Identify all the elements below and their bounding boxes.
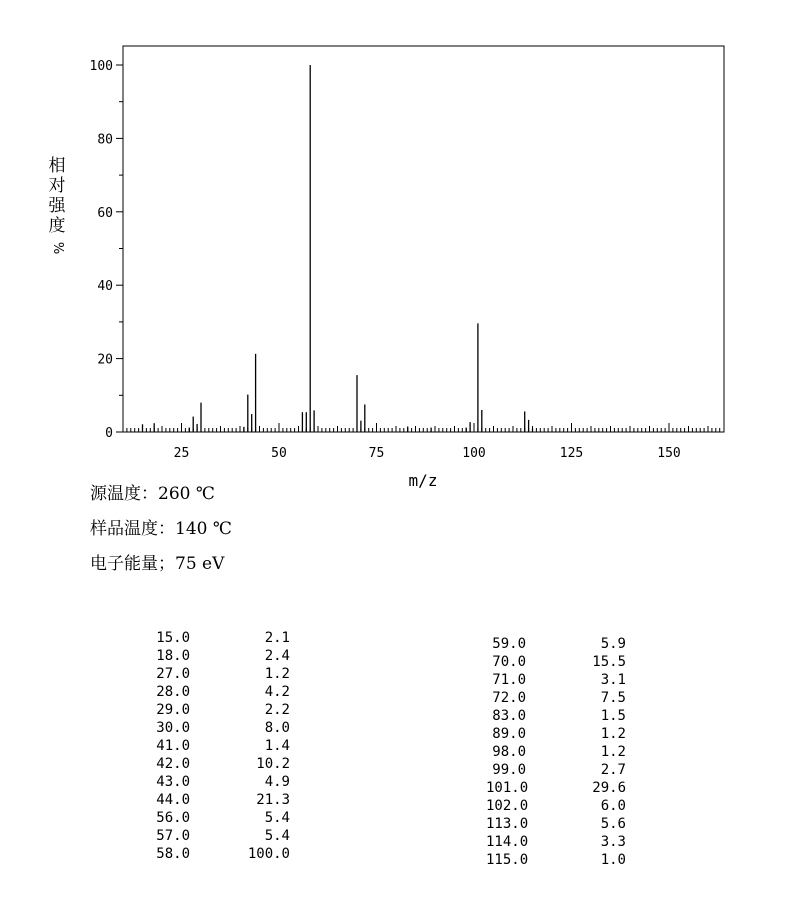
peak-intensity: 15.5 — [592, 654, 626, 670]
peak-row — [150, 629, 290, 647]
peak-intensity: 4.9 — [264, 774, 290, 790]
y-tick-label: 100 — [89, 59, 113, 74]
peak-intensity: 5.4 — [264, 828, 290, 844]
peak-intensity: 7.5 — [600, 690, 626, 706]
peak-mz: 30.0 — [156, 720, 190, 736]
x-tick-label: 75 — [368, 446, 385, 461]
peak-intensity: 8.0 — [264, 720, 290, 736]
peak-row — [150, 737, 290, 755]
peak-mz: 115.0 — [486, 852, 529, 868]
x-axis — [123, 423, 720, 461]
peak-mz: 18.0 — [156, 648, 190, 664]
peak-mz: 101.0 — [486, 780, 529, 796]
peak-mz: 29.0 — [156, 702, 190, 718]
measurement-conditions — [90, 480, 232, 585]
peak-intensity: 1.2 — [600, 744, 626, 760]
peak-row — [486, 653, 626, 671]
peak-mz: 27.0 — [156, 666, 190, 682]
peak-intensity: 6.0 — [600, 798, 626, 814]
x-tick-label: 25 — [173, 446, 190, 461]
peak-intensity: 5.9 — [600, 636, 626, 652]
peak-intensity: 1.2 — [264, 666, 290, 682]
peak-intensity: 2.2 — [264, 702, 290, 718]
plot-frame — [123, 46, 724, 432]
peak-row — [486, 815, 626, 833]
peak-mz: 56.0 — [156, 810, 190, 826]
y-tick-label: 0 — [105, 426, 113, 441]
peak-mz: 98.0 — [492, 744, 526, 760]
peak-row — [150, 755, 290, 773]
y-tick-label: 80 — [97, 132, 113, 148]
peak-mz: 99.0 — [492, 762, 526, 778]
peak-row — [150, 719, 290, 737]
peak-row — [150, 647, 290, 665]
peak-mz: 15.0 — [156, 630, 190, 646]
sample-temperature: 样品温度：140 ℃ — [90, 519, 232, 539]
y-tick-label: 40 — [97, 279, 113, 295]
peak-intensity: 3.3 — [600, 834, 626, 850]
peak-mz: 114.0 — [486, 834, 529, 850]
peak-mz: 28.0 — [156, 684, 190, 700]
peak-row — [486, 725, 626, 743]
peak-intensity: 5.6 — [600, 816, 626, 832]
peak-intensity: 1.5 — [600, 708, 626, 724]
x-tick-label: 100 — [462, 446, 486, 461]
peak-mz: 44.0 — [156, 792, 190, 808]
peak-row — [150, 683, 290, 701]
peak-mz: 72.0 — [492, 690, 526, 706]
peak-row — [150, 845, 290, 863]
peak-row — [150, 701, 290, 719]
peak-row — [150, 773, 290, 791]
peak-row — [486, 797, 626, 815]
y-axis-label-char: 对 — [48, 176, 66, 196]
peak-intensity: 2.4 — [264, 648, 290, 664]
peak-table-left — [150, 629, 290, 863]
peak-row — [150, 791, 290, 809]
electron-energy: 电子能量；75 eV — [90, 554, 225, 574]
peak-mz: 102.0 — [486, 798, 529, 814]
y-axis-unit: % — [50, 241, 65, 255]
peak-row — [486, 689, 626, 707]
peak-row — [486, 761, 626, 779]
peak-mz: 41.0 — [156, 738, 190, 754]
peak-mz: 59.0 — [492, 636, 526, 652]
y-axis — [90, 59, 123, 441]
peak-intensity: 5.4 — [264, 810, 290, 826]
y-tick-label: 20 — [97, 352, 113, 368]
y-axis-label-char: 强 — [48, 196, 66, 216]
peak-mz: 83.0 — [492, 708, 526, 724]
peak-row — [486, 635, 626, 653]
peak-row — [486, 743, 626, 761]
peak-table-right — [486, 635, 626, 869]
peak-row — [486, 833, 626, 851]
peak-intensity: 29.6 — [592, 780, 626, 796]
y-axis-label — [46, 156, 68, 258]
peak-row — [486, 851, 626, 869]
peak-mz: 58.0 — [156, 846, 190, 862]
peak-intensity: 2.1 — [264, 630, 290, 646]
spectrum-peaks — [143, 65, 533, 432]
peak-intensity: 10.2 — [256, 756, 290, 772]
peak-intensity: 1.2 — [600, 726, 626, 742]
peak-intensity: 1.4 — [264, 738, 290, 754]
peak-row — [486, 779, 626, 797]
peak-mz: 57.0 — [156, 828, 190, 844]
peak-intensity: 100.0 — [247, 846, 290, 862]
peak-intensity: 21.3 — [256, 792, 290, 808]
peak-row — [150, 827, 290, 845]
peak-row — [150, 809, 290, 827]
peak-row — [150, 665, 290, 683]
x-tick-label: 50 — [271, 446, 287, 461]
peak-mz: 43.0 — [156, 774, 190, 790]
x-axis-label: m/z — [408, 471, 438, 490]
x-tick-label: 125 — [559, 446, 584, 461]
peak-row — [486, 671, 626, 689]
source-temperature: 源温度：260 ℃ — [90, 484, 215, 504]
peak-mz: 89.0 — [492, 726, 526, 742]
peak-intensity: 4.2 — [264, 684, 290, 700]
peak-intensity: 2.7 — [600, 762, 626, 778]
x-tick-label: 150 — [657, 446, 681, 461]
peak-row — [486, 707, 626, 725]
peak-mz: 70.0 — [492, 654, 526, 670]
y-axis-label-char: 度 — [48, 216, 66, 236]
y-tick-label: 60 — [97, 205, 113, 221]
peak-intensity: 3.1 — [600, 672, 626, 688]
y-axis-label-char: 相 — [48, 156, 66, 176]
peak-mz: 42.0 — [156, 756, 190, 772]
peak-intensity: 1.0 — [600, 852, 626, 868]
peak-mz: 71.0 — [492, 672, 526, 688]
peak-mz: 113.0 — [486, 816, 529, 832]
